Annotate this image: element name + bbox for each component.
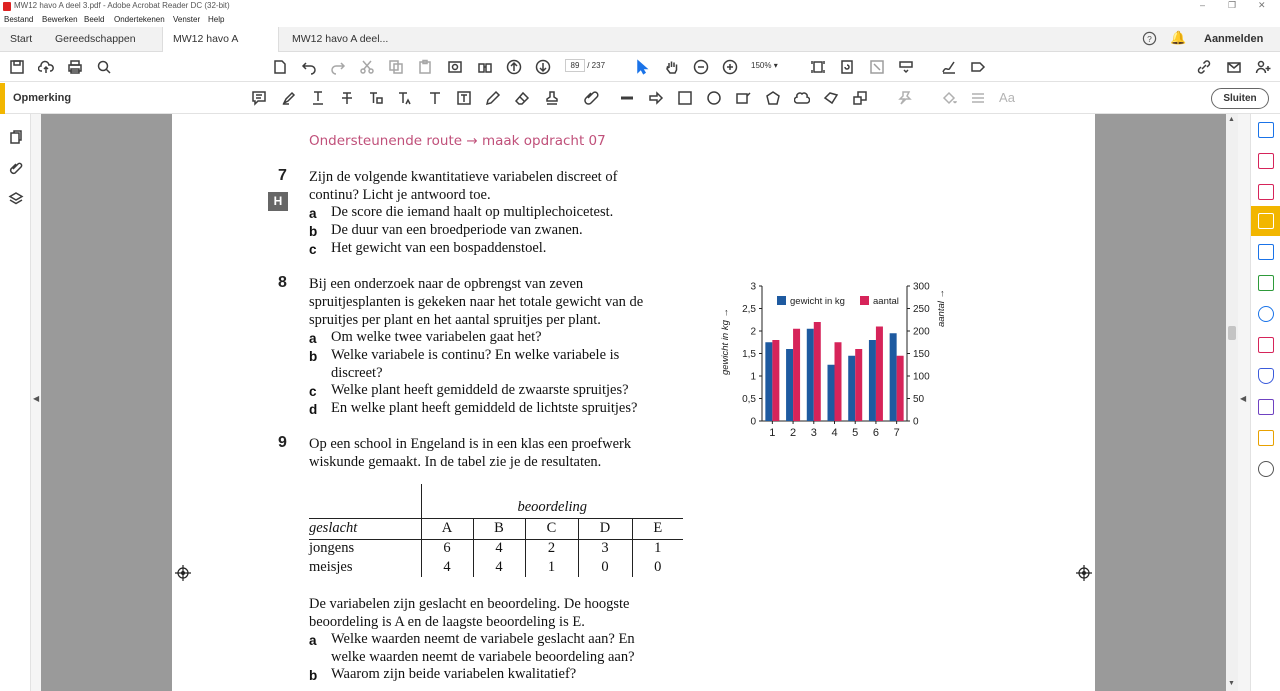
eraser-icon[interactable] bbox=[513, 89, 531, 107]
cloud-icon[interactable] bbox=[793, 89, 811, 107]
question-7c-label: c bbox=[309, 242, 317, 257]
table-cell: 0 bbox=[578, 558, 632, 577]
text-box-icon[interactable] bbox=[455, 89, 473, 107]
highlight-icon[interactable] bbox=[280, 89, 298, 107]
crosshair-left-icon bbox=[175, 565, 191, 581]
chart-left-tick-label: 1,5 bbox=[742, 349, 756, 360]
fit-page-icon[interactable] bbox=[809, 58, 827, 76]
table-column-header: D bbox=[578, 518, 632, 539]
zoom-in-icon[interactable] bbox=[721, 58, 739, 76]
chart-right-tick-label: 0 bbox=[913, 416, 919, 428]
sticky-note-icon[interactable] bbox=[250, 89, 268, 107]
rectangle-icon[interactable] bbox=[676, 89, 694, 107]
left-navigation-pane bbox=[0, 114, 31, 691]
chart-left-tick-label: 2 bbox=[750, 326, 756, 338]
scroll-down-icon[interactable]: ▼ bbox=[1228, 680, 1235, 687]
scroll-up-icon[interactable]: ▲ bbox=[1228, 116, 1235, 123]
insert-text-icon[interactable] bbox=[396, 89, 414, 107]
enhance-scans-icon[interactable] bbox=[1258, 306, 1274, 322]
menu-help[interactable]: Help bbox=[208, 15, 225, 24]
right-pane-toggle[interactable] bbox=[1238, 114, 1250, 691]
notification-bell-icon[interactable]: 🔔 bbox=[1170, 30, 1187, 45]
chart-x-tick-label: 7 bbox=[893, 427, 900, 439]
tab-document-label: MW12 havo A bbox=[173, 33, 238, 45]
chart-bar-aantal bbox=[772, 340, 779, 421]
chevron-down-icon: ▾ bbox=[773, 61, 778, 70]
chart-bar-gewicht bbox=[786, 349, 793, 421]
paste-icon[interactable] bbox=[416, 58, 434, 76]
question-8c-label: c bbox=[309, 384, 317, 399]
question-9-line1: Op een school in Engeland is in een klas een proefwerk bbox=[309, 436, 632, 452]
question-9-after-line1: De variabelen zijn geslacht en beoordeling. De hoogste bbox=[309, 596, 630, 612]
page-total: / 237 bbox=[587, 61, 606, 70]
question-7a-text: De score die iemand haalt op multiplechoicetest. bbox=[331, 204, 614, 220]
window-title: MW12 havo A deel 3.pdf - Adobe Acrobat Reader DC (32-bit) bbox=[14, 1, 230, 10]
comment-toolbar bbox=[0, 83, 1280, 114]
question-8d-text: En welke plant heeft gemiddeld de lichtste spruitjes? bbox=[331, 400, 638, 416]
table-column-header: B bbox=[473, 518, 525, 539]
table-cell: 0 bbox=[632, 558, 683, 577]
table-column-header: A bbox=[421, 518, 473, 539]
edit-pdf-icon[interactable] bbox=[271, 58, 289, 76]
comment-toolbar-label: Opmerking bbox=[13, 92, 72, 104]
question-8-number: 8 bbox=[278, 274, 287, 291]
question-9a-label: a bbox=[309, 633, 317, 648]
fill-color-icon[interactable] bbox=[940, 89, 958, 107]
question-9a-line1: Welke waarden neemt de variabele geslacht aan? En bbox=[331, 631, 635, 647]
table-row bbox=[309, 539, 683, 558]
text-format-icon[interactable]: Aa bbox=[999, 89, 1015, 105]
full-screen-icon[interactable] bbox=[868, 58, 886, 76]
tab-tools[interactable]: Gereedschappen bbox=[55, 33, 136, 45]
svg-text:?: ? bbox=[1147, 33, 1152, 44]
chart-right-axis-label: aantal → bbox=[936, 288, 947, 328]
oval-icon[interactable] bbox=[705, 89, 723, 107]
tab-document-2[interactable]: MW12 havo A deel... bbox=[292, 33, 389, 45]
page-thumbnails-icon[interactable] bbox=[7, 128, 25, 146]
tab-bar bbox=[0, 27, 1280, 52]
chart-right-tick-label: 200 bbox=[913, 326, 930, 338]
help-icon[interactable] bbox=[1142, 31, 1157, 49]
chart-bar-aantal bbox=[814, 322, 821, 421]
scrollbar-thumb[interactable] bbox=[1228, 326, 1236, 340]
question-8d-label: d bbox=[309, 402, 318, 417]
table-cell: 6 bbox=[421, 539, 473, 558]
chart-legend-swatch-aantal bbox=[860, 296, 869, 305]
tab-start[interactable]: Start bbox=[10, 33, 33, 45]
chart-x-tick-label: 1 bbox=[769, 427, 776, 439]
page-navigator bbox=[565, 59, 605, 72]
question-7c-text: Het gewicht van een bospaddenstoel. bbox=[331, 240, 547, 256]
question-7-number: 7 bbox=[278, 167, 287, 184]
rotate-view-icon[interactable] bbox=[838, 58, 856, 76]
chart-left-axis-label: gewicht in kg → bbox=[720, 307, 731, 376]
text-callout-icon[interactable] bbox=[734, 89, 752, 107]
chart-x-tick-label: 3 bbox=[810, 427, 817, 439]
chart-bar-aantal bbox=[835, 342, 842, 421]
table-group-header: beoordeling bbox=[421, 484, 683, 518]
question-7b-text: De duur van een broedperiode van zwanen. bbox=[331, 222, 583, 238]
chart-bar-aantal bbox=[855, 349, 862, 421]
left-pane-toggle[interactable] bbox=[31, 114, 41, 691]
stamp-icon[interactable] bbox=[543, 89, 561, 107]
question-7-badge: H bbox=[268, 192, 288, 211]
pdf-page bbox=[172, 114, 1095, 691]
question-8b-line1: Welke variabele is continu? En welke variabele is bbox=[331, 347, 620, 363]
underline-text-icon[interactable] bbox=[309, 89, 327, 107]
find-icon[interactable] bbox=[95, 58, 113, 76]
menu-venster[interactable]: Venster bbox=[173, 15, 201, 24]
table-column-header: C bbox=[525, 518, 578, 539]
question-8-line3: spruitjes per plant en het aantal spruitjes per plant. bbox=[309, 312, 601, 328]
more-tools-icon[interactable] bbox=[1258, 461, 1274, 477]
acrobat-app-icon bbox=[3, 2, 11, 11]
table-row bbox=[309, 558, 683, 577]
sign-icon[interactable] bbox=[940, 58, 958, 76]
fill-sign-icon[interactable] bbox=[1258, 337, 1274, 353]
arrow-icon[interactable] bbox=[647, 89, 665, 107]
table-cell: 4 bbox=[421, 558, 473, 577]
attach-icon[interactable] bbox=[583, 89, 601, 107]
question-8b-line2: discreet? bbox=[331, 365, 383, 381]
add-text-icon[interactable] bbox=[426, 89, 444, 107]
crosshair-right-icon bbox=[1076, 565, 1092, 581]
zoom-level-select[interactable] bbox=[750, 60, 779, 71]
question-8-line1: Bij een onderzoek naar de opbrengst van zeven bbox=[309, 276, 584, 292]
create-pdf-icon[interactable] bbox=[1258, 122, 1274, 138]
table-cell: 1 bbox=[632, 539, 683, 558]
question-9a-line2: welke waarden neemt de variabele beoordeling aan? bbox=[331, 649, 635, 665]
chart-bar-gewicht bbox=[807, 329, 814, 421]
chart-left-tick-label: 0,5 bbox=[742, 394, 756, 405]
hand-tool-icon[interactable] bbox=[663, 58, 681, 76]
close-comment-button[interactable]: Sluiten bbox=[1211, 88, 1269, 109]
question-7a-label: a bbox=[309, 206, 317, 221]
bar-chart bbox=[717, 276, 987, 441]
cut-icon[interactable] bbox=[358, 58, 376, 76]
question-8c-text: Welke plant heeft gemiddeld de zwaarste spruitjes? bbox=[331, 382, 629, 398]
chart-right-tick-label: 300 bbox=[913, 281, 930, 293]
question-8b-label: b bbox=[309, 349, 318, 364]
chart-legend-swatch-gewicht bbox=[777, 296, 786, 305]
next-page-icon[interactable] bbox=[534, 58, 552, 76]
sign-in-button[interactable]: Aanmelden bbox=[1204, 33, 1264, 45]
minimize-button[interactable]: – bbox=[1200, 0, 1206, 10]
close-window-button[interactable]: ✕ bbox=[1258, 0, 1266, 10]
connected-lines-icon[interactable] bbox=[851, 89, 869, 107]
menu-beeld[interactable]: Beeld bbox=[84, 15, 105, 24]
right-tools-pane bbox=[1250, 114, 1280, 691]
zoom-level-value: 150% bbox=[751, 61, 772, 70]
table-cell: 4 bbox=[473, 539, 525, 558]
organize-pages-icon[interactable] bbox=[1258, 153, 1274, 169]
attachments-icon[interactable] bbox=[7, 159, 25, 177]
chart-right-tick-label: 150 bbox=[913, 349, 930, 360]
chart-x-tick-label: 4 bbox=[831, 427, 838, 439]
comment-toolbar-accent bbox=[0, 83, 5, 114]
chart-x-tick-label: 6 bbox=[872, 427, 879, 439]
title-bar bbox=[0, 0, 1280, 13]
send-for-signature-icon[interactable] bbox=[1258, 399, 1274, 415]
add-user-icon[interactable] bbox=[1254, 58, 1272, 76]
previous-page-icon[interactable] bbox=[505, 58, 523, 76]
polygon-icon[interactable] bbox=[764, 89, 782, 107]
snapshot-icon[interactable] bbox=[446, 58, 464, 76]
replace-text-icon[interactable] bbox=[367, 89, 385, 107]
redo-icon[interactable] bbox=[329, 58, 347, 76]
question-8a-text: Om welke twee variabelen gaat het? bbox=[331, 329, 542, 345]
question-9b-text: Waarom zijn beide variabelen kwalitatief? bbox=[331, 666, 577, 682]
polygon-line-icon[interactable] bbox=[822, 89, 840, 107]
route-heading: Ondersteunende route → maak opdracht 07 bbox=[309, 133, 606, 149]
chart-bar-aantal bbox=[793, 329, 800, 421]
chart-right-tick-label: 100 bbox=[913, 371, 930, 383]
chart-bar-aantal bbox=[897, 356, 904, 421]
binoculars-icon[interactable] bbox=[476, 58, 494, 76]
restore-button[interactable]: ❐ bbox=[1228, 0, 1237, 10]
table-row-label: meisjes bbox=[309, 559, 353, 575]
results-table bbox=[309, 484, 683, 577]
line-width-icon[interactable] bbox=[969, 89, 987, 107]
print-icon[interactable] bbox=[66, 58, 84, 76]
table-cell: 3 bbox=[578, 539, 632, 558]
chart-right-tick-label: 50 bbox=[913, 394, 925, 405]
question-9-line2: wiskunde gemaakt. In de tabel zie je de resultaten. bbox=[309, 454, 602, 470]
chart-right-tick-label: 250 bbox=[913, 304, 930, 315]
collapse-right-icon: ◀ bbox=[1240, 394, 1247, 403]
chart-x-tick-label: 2 bbox=[790, 427, 797, 439]
question-7-line1: Zijn de volgende kwantitatieve variabelen discreet of bbox=[309, 169, 618, 185]
layers-icon[interactable] bbox=[7, 190, 25, 208]
menu-bar bbox=[0, 13, 1280, 27]
chart-left-tick-label: 0 bbox=[750, 416, 756, 428]
collapse-left-icon: ◀ bbox=[33, 394, 40, 403]
document-view[interactable] bbox=[41, 114, 1226, 691]
chart-bar-gewicht bbox=[828, 365, 835, 421]
chart-legend-label-aantal: aantal bbox=[873, 296, 899, 307]
save-icon[interactable] bbox=[8, 58, 26, 76]
email-icon[interactable] bbox=[1225, 58, 1243, 76]
tab-document-active[interactable] bbox=[162, 27, 279, 52]
chart-bar-gewicht bbox=[848, 356, 855, 421]
chart-bar-gewicht bbox=[765, 342, 772, 421]
chart-bar-gewicht bbox=[869, 340, 876, 421]
table-column-header: E bbox=[632, 518, 683, 539]
table-corner-cell bbox=[309, 484, 421, 518]
upload-cloud-icon[interactable] bbox=[37, 58, 55, 76]
question-7b-label: b bbox=[309, 224, 318, 239]
share-icon[interactable] bbox=[969, 58, 987, 76]
undo-icon[interactable] bbox=[300, 58, 318, 76]
protect-icon[interactable] bbox=[1258, 368, 1274, 384]
chart-x-tick-label: 5 bbox=[852, 427, 859, 439]
scroll-mode-icon[interactable] bbox=[897, 58, 915, 76]
table-cell: 1 bbox=[525, 558, 578, 577]
select-cursor-icon[interactable] bbox=[633, 58, 651, 76]
menu-bestand[interactable]: Bestand bbox=[4, 15, 34, 24]
menu-bewerken[interactable]: Bewerken bbox=[42, 15, 78, 24]
export-excel-icon[interactable] bbox=[1258, 275, 1274, 291]
line-icon[interactable] bbox=[618, 89, 636, 107]
chart-left-tick-label: 1 bbox=[750, 371, 756, 383]
pencil-icon[interactable] bbox=[484, 89, 502, 107]
question-9-number: 9 bbox=[278, 434, 287, 451]
question-8a-label: a bbox=[309, 331, 317, 346]
copy-icon[interactable] bbox=[387, 58, 405, 76]
table-row-label: jongens bbox=[309, 540, 355, 557]
export-pdf-icon[interactable] bbox=[1258, 184, 1274, 200]
page-number-input[interactable]: 89 bbox=[565, 59, 585, 72]
question-9-after-line2: beoordeling is A en de laagste beoordeling is E. bbox=[309, 614, 585, 630]
link-icon[interactable] bbox=[1195, 58, 1213, 76]
chart-bar-aantal bbox=[876, 327, 883, 422]
chart-legend-label-gewicht: gewicht in kg bbox=[790, 296, 845, 307]
table-row-header: geslacht bbox=[309, 520, 358, 536]
table-cell: 2 bbox=[525, 539, 578, 558]
table-header-row bbox=[309, 518, 683, 539]
chart-left-tick-label: 2,5 bbox=[742, 304, 756, 315]
menu-ondertekenen[interactable]: Ondertekenen bbox=[114, 15, 165, 24]
vertical-scrollbar[interactable] bbox=[1226, 114, 1238, 691]
main-toolbar bbox=[0, 52, 1280, 82]
table-group-header-row bbox=[309, 484, 683, 518]
table-cell: 4 bbox=[473, 558, 525, 577]
pin-icon[interactable] bbox=[896, 89, 914, 107]
chart-bar-gewicht bbox=[890, 333, 897, 421]
question-8-line2: spruitjesplanten is gekeken naar het totale gewicht van de bbox=[309, 294, 644, 310]
strikethrough-icon[interactable] bbox=[338, 89, 356, 107]
chart-left-tick-label: 3 bbox=[750, 281, 756, 293]
combine-files-icon[interactable] bbox=[1258, 244, 1274, 260]
comment-icon[interactable] bbox=[1258, 213, 1274, 229]
redact-icon[interactable] bbox=[1258, 430, 1274, 446]
question-9b-label: b bbox=[309, 668, 318, 683]
zoom-out-icon[interactable] bbox=[692, 58, 710, 76]
question-7-line2: continu? Licht je antwoord toe. bbox=[309, 187, 491, 203]
